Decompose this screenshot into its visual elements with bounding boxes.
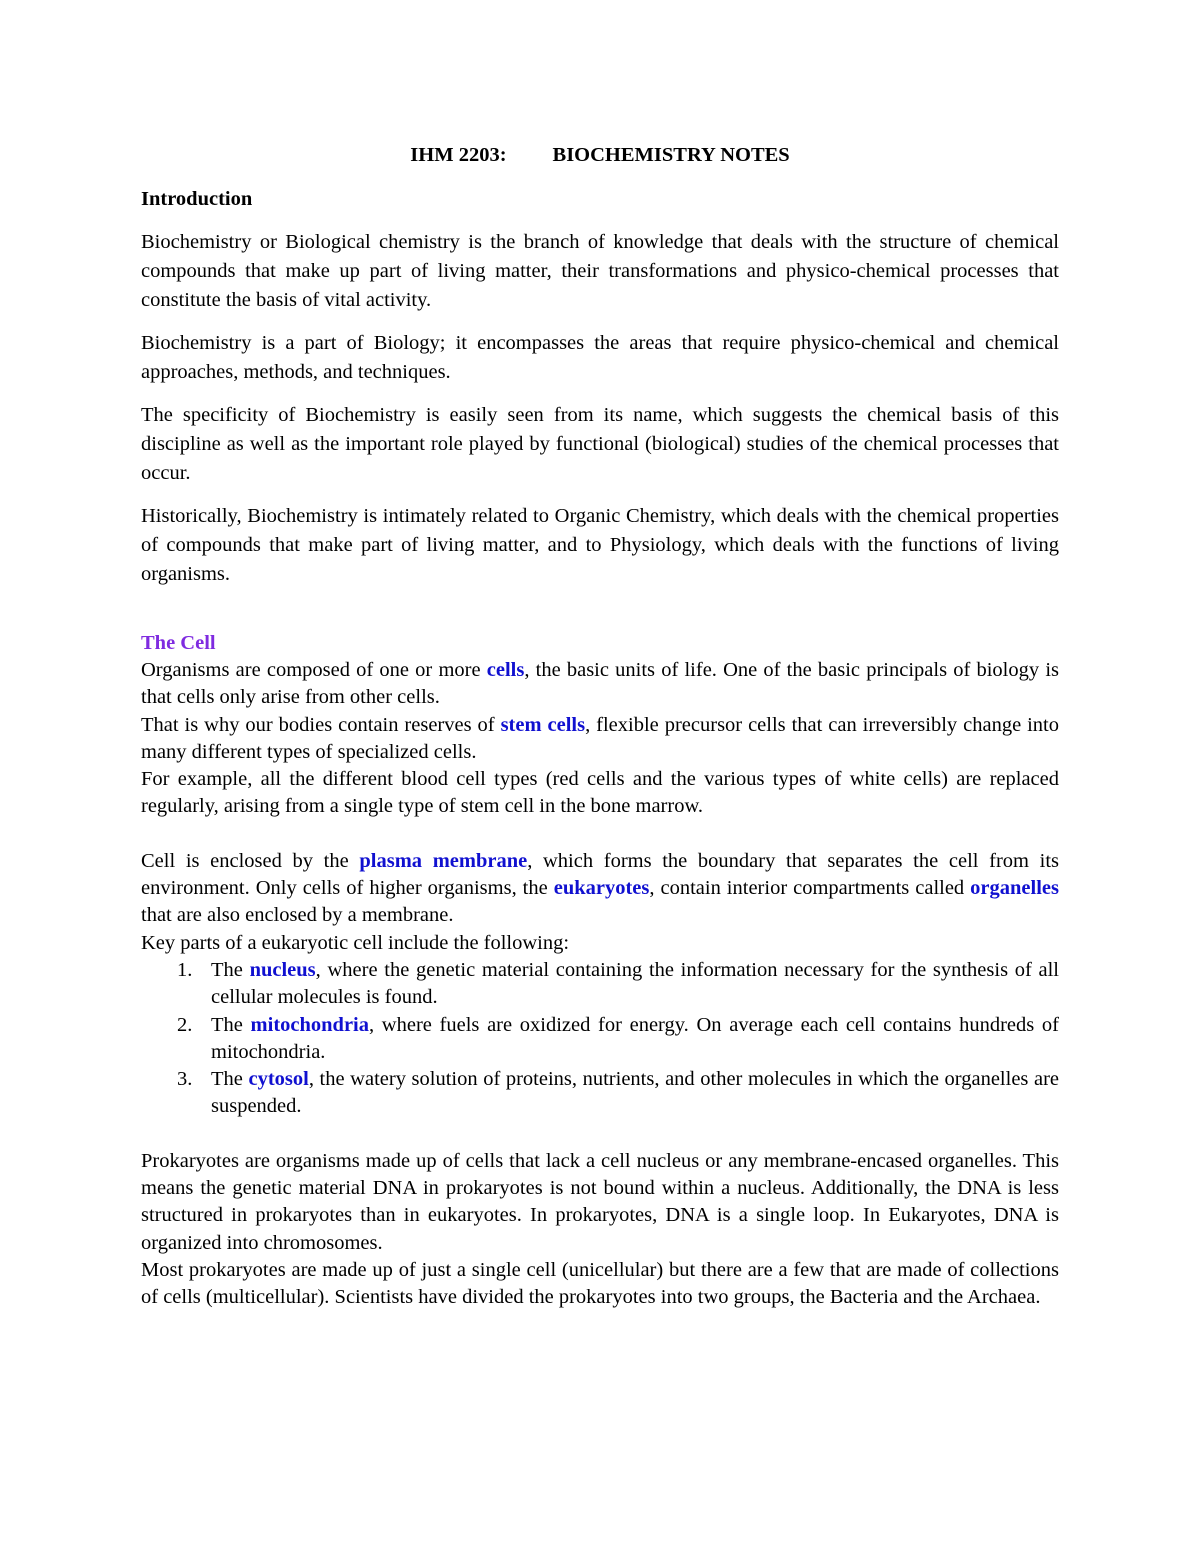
list-number: 1. <box>177 958 193 981</box>
keyword-stem-cells: stem cells <box>500 713 586 736</box>
introduction-heading: Introduction <box>141 188 253 210</box>
cell-paragraph: For example, all the different blood cell types (red cells and the various types of white cells) are replaced regularly, arising from a single type of stem cell in the bone marrow. <box>141 768 1059 818</box>
text-run: The <box>211 1013 251 1036</box>
eukaryotic-parts-list <box>141 957 1059 1121</box>
the-cell-heading: The Cell <box>141 632 216 654</box>
text-run: Organisms are composed of one or more <box>141 659 487 681</box>
cell-paragraph <box>141 657 1059 712</box>
text-run: That is why our bodies contain reserves of <box>141 713 501 736</box>
text-run: Cell is enclosed by the <box>141 849 360 872</box>
cell-paragraph <box>141 848 1059 930</box>
list-number: 2. <box>177 1013 193 1036</box>
keyword-plasma-membrane: plasma membrane <box>359 849 528 872</box>
keyword-nucleus: nucleus <box>249 958 316 981</box>
list-item <box>141 957 1059 1012</box>
cell-paragraph: Key parts of a eukaryotic cell include the following: <box>141 931 570 954</box>
text-run: The <box>211 1068 249 1091</box>
list-number: 3. <box>177 1068 193 1091</box>
text-run: , contain interior compartments called <box>649 877 971 900</box>
course-name: BIOCHEMISTRY NOTES <box>552 144 790 166</box>
intro-paragraph: Historically, Biochemistry is intimately related to Organic Chemistry, which deals with the chemical properties of compounds that make part of living matter, and to Physiology, which deals with the functions of living organisms. <box>141 505 1059 585</box>
text-run: , where fuels are oxidized for energy. On average each cell contains hundreds of mitochondria. <box>211 1013 1059 1063</box>
cell-paragraph: Most prokaryotes are made up of just a single cell (unicellular) but there are a few that are made of collections of cells (multicellular). Scientists have divided the prokaryotes into two groups, the Bacteria and the Archaea. <box>141 1258 1059 1309</box>
text-run: The <box>211 958 250 981</box>
text-run: , where the genetic material containing the information necessary for the synthesis of all cellular molecules is found. <box>211 958 1060 1009</box>
document-title <box>141 140 1059 170</box>
course-code: IHM 2203: <box>410 144 507 166</box>
keyword-eukaryotes: eukaryotes <box>553 877 650 900</box>
keyword-mitochondria: mitochondria <box>250 1013 369 1036</box>
keyword-cytosol: cytosol <box>248 1068 309 1091</box>
cell-paragraph <box>141 712 1059 767</box>
keyword-organelles: organelles <box>970 877 1059 900</box>
cell-paragraph: Prokaryotes are organisms made up of cells that lack a cell nucleus or any membrane-encased organelles. This means the genetic material DNA in prokaryotes is not bound within a nucleus. Additionally, the DNA is less structured in prokaryotes than in eukaryotes. In prokaryotes, DNA is a single loop. In Eukaryotes, DNA is organized into chromosomes. <box>141 1149 1059 1254</box>
text-run: that are also enclosed by a membrane. <box>141 904 454 927</box>
spacer <box>141 821 1059 848</box>
keyword-cells: cells <box>486 659 525 681</box>
intro-paragraph: Biochemistry or Biological chemistry is the branch of knowledge that deals with the structure of chemical compounds that make up part of living matter, their transformations and physico-chemical processes that constitute the basis of vital activity. <box>141 231 1059 311</box>
intro-paragraph: Biochemistry is a part of Biology; it encompasses the areas that require physico-chemical and chemical approaches, methods, and techniques. <box>141 332 1059 383</box>
list-item <box>141 1012 1059 1067</box>
list-item <box>141 1066 1059 1121</box>
intro-paragraph: The specificity of Biochemistry is easily seen from its name, which suggests the chemical basis of this discipline as well as the important role played by functional (biological) studies of the chemical processes that occur. <box>141 404 1059 484</box>
text-run: , the watery solution of proteins, nutrients, and other molecules in which the organelles are suspended. <box>211 1068 1060 1118</box>
text-run: , flexible precursor cells that can irreversibly change into many different types of specialized cells. <box>141 713 1060 763</box>
spacer <box>141 1121 1059 1148</box>
text-run: , the basic units of life. One of the basic principals of biology is that cells only arise from other cells. <box>141 659 1059 709</box>
text-run: , which forms the boundary that separates the cell from its environment. Only cells of higher organisms, the <box>141 849 1059 900</box>
document-page <box>141 140 1059 1312</box>
